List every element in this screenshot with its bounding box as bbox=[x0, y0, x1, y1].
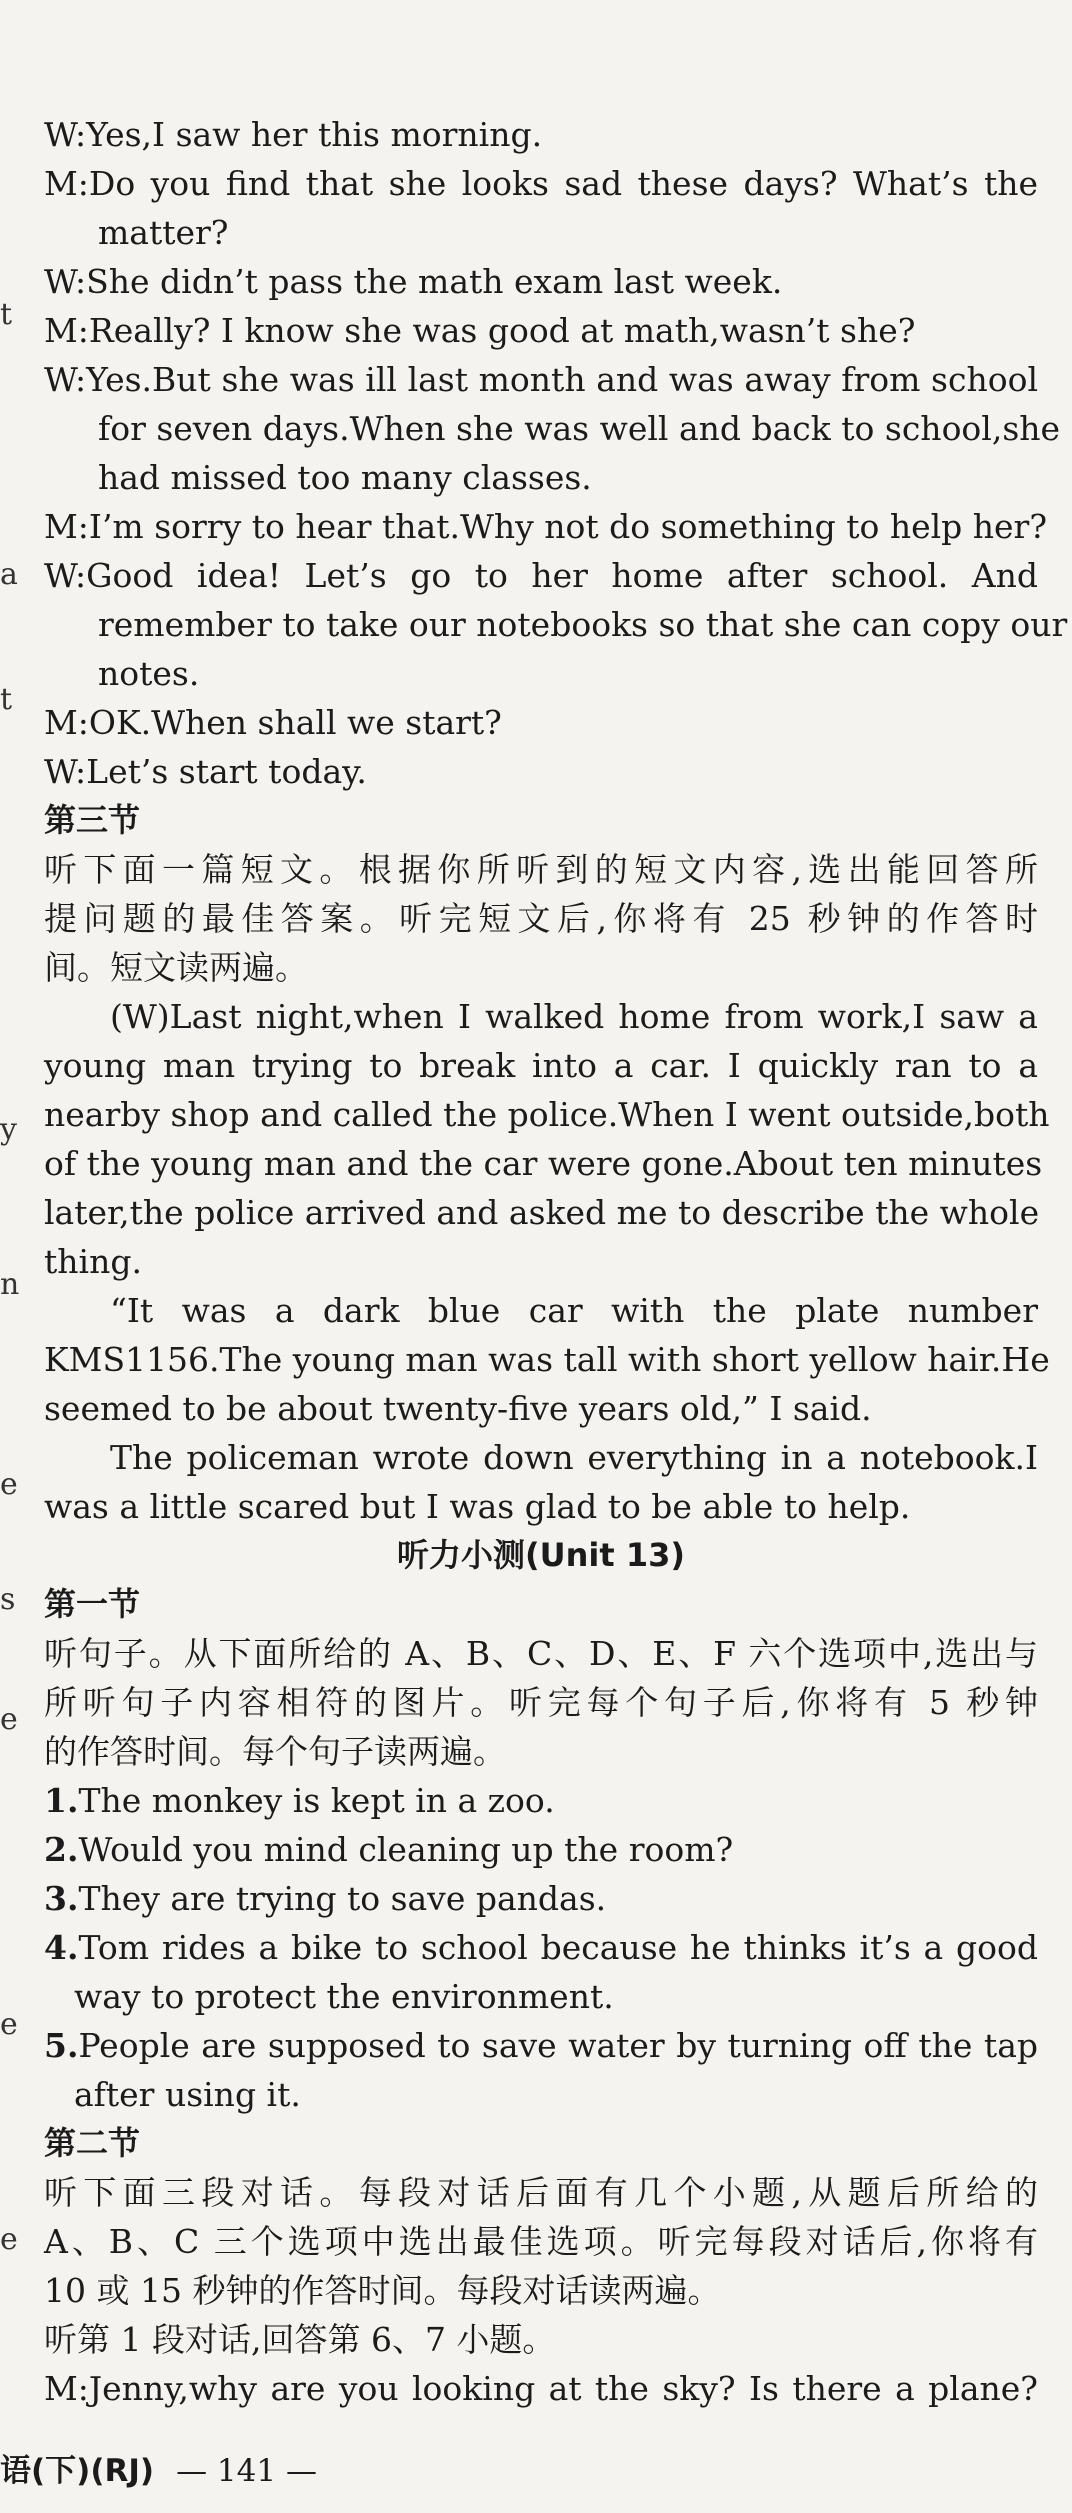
text-line: was a little scared but I was glad to be able to help. bbox=[44, 1487, 911, 1526]
text-line: W:Yes,I saw her this morning. bbox=[44, 115, 543, 154]
numbered-sentence bbox=[44, 1825, 1038, 1874]
text-line: The policeman wrote down everything in a notebook.I bbox=[110, 1438, 1038, 1477]
item-text: Tom rides a bike to school because he thinks it’s a good bbox=[78, 1928, 1038, 1967]
text-line: for seven days.When she was well and back to school,she bbox=[98, 409, 1061, 448]
margin-fragment: e bbox=[0, 1467, 18, 1502]
text-line: had missed too many classes. bbox=[98, 458, 592, 497]
text-line: thing. bbox=[44, 1242, 142, 1281]
item-number: 4. bbox=[44, 1928, 79, 1967]
numbered-sentence bbox=[44, 1874, 1038, 1923]
text-line: M:Really? I know she was good at math,wasn’t she? bbox=[44, 311, 916, 350]
text-line: 听下面三段对话。每段对话后面有几个小题,从题后所给的 bbox=[44, 2173, 1038, 2212]
text-line: M:I’m sorry to hear that.Why not do something to help her? bbox=[44, 507, 1048, 546]
text-line: way to protect the environment. bbox=[74, 1977, 614, 2016]
item-number: 5. bbox=[44, 2026, 79, 2065]
margin-fragment: e bbox=[0, 2222, 18, 2257]
section-heading: 第二节 bbox=[44, 2124, 141, 2162]
page-footer bbox=[0, 2446, 317, 2496]
text-line: “It was a dark blue car with the plate number bbox=[110, 1291, 1038, 1330]
item-number: 1. bbox=[44, 1781, 79, 1820]
listening-script-column bbox=[44, 110, 1068, 2413]
text-line: notes. bbox=[98, 654, 200, 693]
numbered-sentence bbox=[44, 2021, 1038, 2070]
text-line: W:Yes.But she was ill last month and was away from school bbox=[44, 360, 1038, 399]
section-heading: 第一节 bbox=[44, 1585, 141, 1623]
text-line: nearby shop and called the police.When I went outside,both bbox=[44, 1095, 1050, 1134]
text-line: 间。短文读两遍。 bbox=[44, 948, 308, 987]
text-line: M:OK.When shall we start? bbox=[44, 703, 502, 742]
text-line: KMS1156.The young man was tall with short yellow hair.He bbox=[44, 1340, 1050, 1379]
footer-subject: 语(下)(RJ) bbox=[0, 2453, 155, 2489]
text-line: (W)Last night,when I walked home from work,I saw a bbox=[110, 997, 1038, 1036]
text-line: matter? bbox=[98, 213, 229, 252]
margin-fragment: t bbox=[0, 297, 13, 332]
text-line: later,the police arrived and asked me to describe the whole bbox=[44, 1193, 1040, 1232]
item-text: People are supposed to save water by turning off the tap bbox=[78, 2026, 1038, 2065]
text-line: 听第 1 段对话,回答第 6、7 小题。 bbox=[44, 2320, 556, 2359]
text-line: 所听句子内容相符的图片。听完每个句子后,你将有 5 秒钟 bbox=[44, 1683, 1038, 1722]
text-line: after using it. bbox=[74, 2075, 301, 2114]
text-line: 提问题的最佳答案。听完短文后,你将有 25 秒钟的作答时 bbox=[44, 899, 1038, 938]
text-line: young man trying to break into a car. I quickly ran to a bbox=[44, 1046, 1038, 1085]
numbered-sentence bbox=[44, 1776, 1038, 1825]
margin-fragment: a bbox=[0, 557, 18, 592]
margin-fragment: y bbox=[0, 1112, 17, 1147]
text-line: W:She didn’t pass the math exam last week. bbox=[44, 262, 783, 301]
text-line: A、B、C 三个选项中选出最佳选项。听完每段对话后,你将有 bbox=[44, 2222, 1038, 2261]
text-line: remember to take our notebooks so that she can copy our bbox=[98, 605, 1068, 644]
text-line: seemed to be about twenty-five years old,” I said. bbox=[44, 1389, 872, 1428]
margin-fragment: e bbox=[0, 2007, 18, 2042]
margin-fragment: t bbox=[0, 682, 13, 717]
text-line: M:Jenny,why are you looking at the sky? Is there a plane? bbox=[44, 2369, 1038, 2408]
margin-fragment: s bbox=[0, 1582, 16, 1617]
quiz-title: 听力小测(Unit 13) bbox=[397, 1536, 685, 1574]
text-line: M:Do you find that she looks sad these days? What’s the bbox=[44, 164, 1038, 203]
text-line: 的作答时间。每个句子读两遍。 bbox=[44, 1732, 506, 1771]
text-line: 听下面一篇短文。根据你所听到的短文内容,选出能回答所 bbox=[44, 850, 1038, 889]
text-line: W:Let’s start today. bbox=[44, 752, 367, 791]
numbered-sentence bbox=[44, 1923, 1038, 1972]
text-line: W:Good idea! Let’s go to her home after school. And bbox=[44, 556, 1038, 595]
margin-fragment: e bbox=[0, 1702, 18, 1737]
text-line: 听句子。从下面所给的 A、B、C、D、E、F 六个选项中,选出与 bbox=[44, 1634, 1038, 1673]
item-number: 3. bbox=[44, 1879, 79, 1918]
item-text: Would you mind cleaning up the room? bbox=[78, 1830, 734, 1869]
margin-fragment: n bbox=[0, 1267, 20, 1302]
item-number: 2. bbox=[44, 1830, 79, 1869]
section-heading: 第三节 bbox=[44, 801, 141, 839]
item-text: They are trying to save pandas. bbox=[78, 1879, 607, 1918]
text-line: 10 或 15 秒钟的作答时间。每段对话读两遍。 bbox=[44, 2271, 721, 2310]
text-line: of the young man and the car were gone.About ten minutes bbox=[44, 1144, 1043, 1183]
item-text: The monkey is kept in a zoo. bbox=[78, 1781, 555, 1820]
page-number: — 141 — bbox=[176, 2453, 317, 2489]
